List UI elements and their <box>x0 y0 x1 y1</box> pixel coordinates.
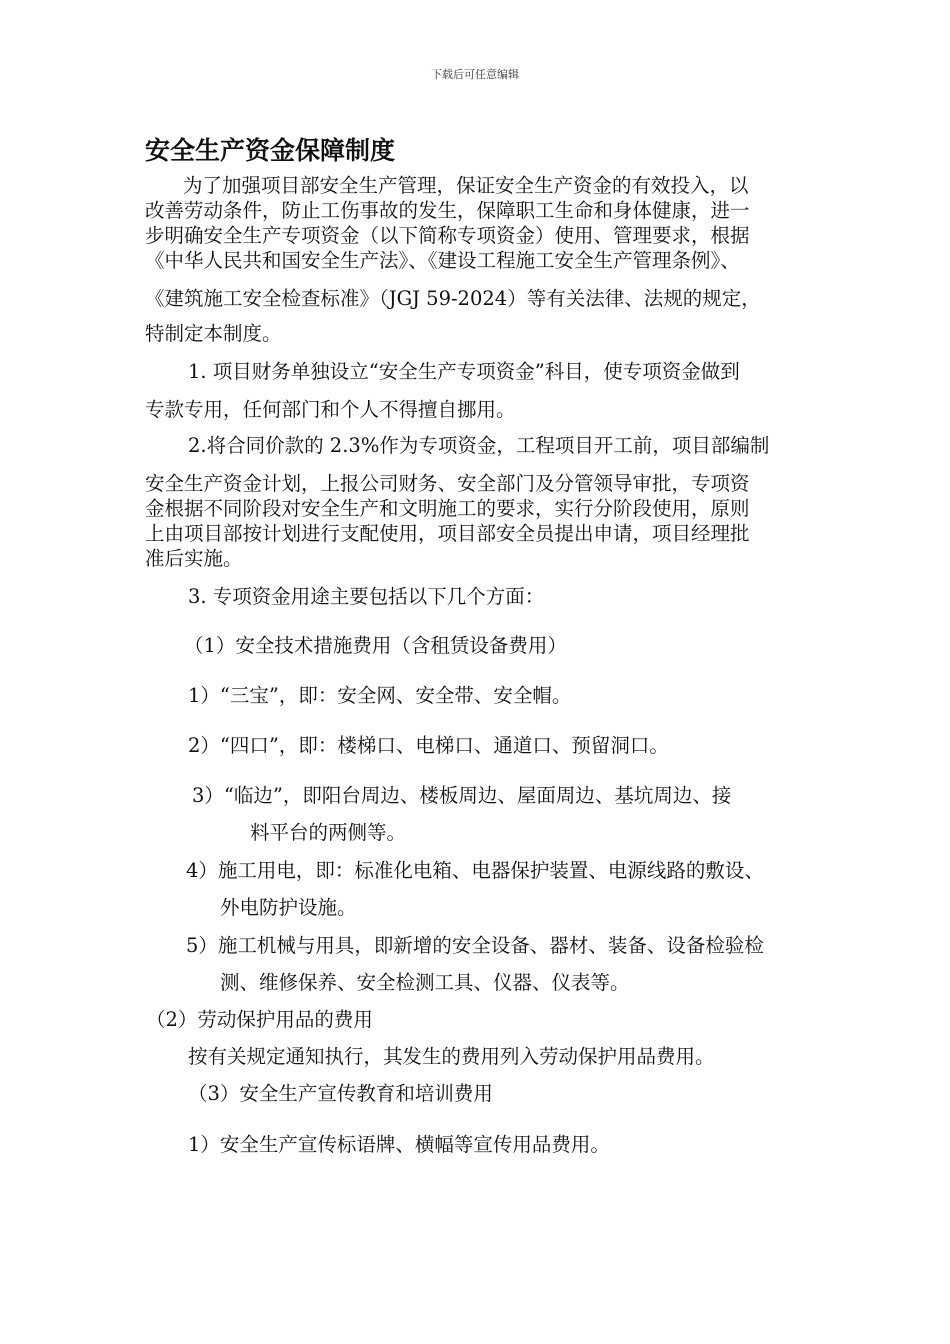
body-line: （1）安全技术措施费用（含租赁设备费用） <box>184 634 567 657</box>
body-line: 准后实施。 <box>145 547 243 570</box>
body-line: 按有关规定通知执行，其发生的费用列入劳动保护用品费用。 <box>188 1045 715 1068</box>
body-line: 1）安全生产宣传标语牌、横幅等宣传用品费用。 <box>188 1133 610 1156</box>
body-line: 2）“四口”，即：楼梯口、电梯口、通道口、预留洞口。 <box>188 734 669 757</box>
body-line: 专款专用，任何部门和个人不得擅自挪用。 <box>145 398 516 421</box>
body-line: （2）劳动保护用品的费用 <box>146 1008 373 1031</box>
body-line: （3）安全生产宣传教育和培训费用 <box>188 1082 493 1105</box>
body-line: 步明确安全生产专项资金（以下简称专项资金）使用、管理要求，根据 <box>145 224 750 247</box>
body-line: 外电防护设施。 <box>220 896 357 919</box>
body-line: 2.将合同价款的 2.3%作为专项资金，工程项目开工前，项目部编制 <box>188 434 770 457</box>
body-line: 特制定本制度。 <box>145 322 282 345</box>
body-line: 1. 项目财务单独设立“安全生产专项资金”科目，使专项资金做到 <box>188 360 740 383</box>
body-line: 《中华人民共和国安全生产法》、《建设工程施工安全生产管理条例》、 <box>145 249 740 272</box>
body-line: 上由项目部按计划进行支配使用，项目部安全员提出申请，项目经理批 <box>145 522 750 545</box>
body-line: 4）施工用电，即：标准化电箱、电器保护装置、电源线路的敷设、 <box>186 859 764 882</box>
body-line: 5）施工机械与用具，即新增的安全设备、器材、装备、设备检验检 <box>186 934 764 957</box>
body-line: 安全生产资金计划，上报公司财务、安全部门及分管领导审批，专项资 <box>145 472 750 495</box>
document-title: 安全生产资金保障制度 <box>145 136 396 165</box>
body-line: 料平台的两侧等。 <box>250 821 407 844</box>
body-line: 改善劳动条件，防止工伤事故的发生，保障职工生命和身体健康，进一 <box>145 199 750 222</box>
body-line: 《建筑施工安全检查标准》（JGJ 59-2024）等有关法律、法规的规定， <box>145 287 761 310</box>
body-line: 测、维修保养、安全检测工具、仪器、仪表等。 <box>220 971 630 994</box>
body-line: 为了加强项目部安全生产管理，保证安全生产资金的有效投入，以 <box>183 174 749 197</box>
body-line: 金根据不同阶段对安全生产和文明施工的要求，实行分阶段使用，原则 <box>145 497 750 520</box>
page-header-note: 下载后可任意编辑 <box>431 68 519 81</box>
body-line: 3）“临边”，即阳台周边、楼板周边、屋面周边、基坑周边、接 <box>192 784 732 807</box>
body-line: 1）“三宝”，即：安全网、安全带、安全帽。 <box>188 684 572 707</box>
body-line: 3. 专项资金用途主要包括以下几个方面： <box>188 585 545 608</box>
